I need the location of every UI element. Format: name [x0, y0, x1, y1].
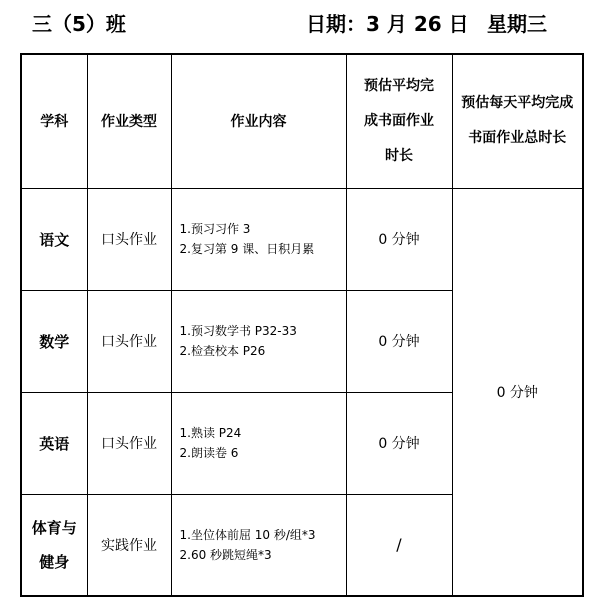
content-line: 2.60 秒跳短绳*3 [179, 547, 272, 562]
daily-total-cell: 0 分钟 [452, 188, 583, 596]
content-line: 2.复习第 9 课、日积月累 [179, 242, 315, 256]
type-cell: 口头作业 [87, 392, 171, 494]
header-subject: 学科 [21, 54, 87, 188]
page-header [0, 8, 603, 38]
class-name: 三（5）班 [32, 12, 126, 36]
type-cell: 口头作业 [87, 188, 171, 290]
time-cell: 0 分钟 [346, 290, 452, 392]
header-content: 作业内容 [171, 54, 346, 188]
content-line: 2.朗读卷 6 [179, 446, 239, 460]
type-cell: 实践作业 [87, 494, 171, 596]
subject-line: 健身 [39, 552, 70, 571]
table-row [21, 188, 583, 290]
type-cell: 口头作业 [87, 290, 171, 392]
subject-line: 语文 [39, 230, 70, 249]
weekday-label: 星期三 [487, 12, 547, 36]
subject-cell [21, 494, 87, 596]
subject-cell [21, 188, 87, 290]
time-cell: 0 分钟 [346, 188, 452, 290]
time-cell: / [346, 494, 452, 596]
content-line: 2.检查校本 P26 [179, 344, 266, 358]
content-line: 1.预习数学书 P32-33 [179, 324, 297, 338]
date-label: 日期：3 月 26 日 [306, 12, 469, 36]
subject-cell [21, 392, 87, 494]
header-daily-total-line-2: 书面作业总时长 [468, 130, 567, 147]
time-cell: 0 分钟 [346, 392, 452, 494]
table-header-row [21, 54, 583, 188]
header-avg-time-line-3: 时长 [385, 147, 413, 164]
subject-line: 英语 [39, 434, 70, 453]
subject-line: 数学 [39, 332, 70, 351]
homework-table [20, 53, 584, 597]
header-type: 作业类型 [87, 54, 171, 188]
header-daily-total-line-1: 预估每天平均完成 [461, 95, 574, 112]
content-cell [171, 188, 346, 290]
header-avg-time-line-2: 成书面作业 [364, 112, 434, 129]
header-avg-time [346, 54, 452, 188]
content-cell [171, 494, 346, 596]
header-daily-total [452, 54, 583, 188]
header-avg-time-line-1: 预估平均完 [364, 77, 434, 94]
content-cell [171, 290, 346, 392]
content-line: 1.熟读 P24 [179, 426, 242, 440]
subject-cell [21, 290, 87, 392]
content-line: 1.预习习作 3 [179, 222, 251, 236]
subject-line: 体育与 [31, 518, 77, 537]
content-cell [171, 392, 346, 494]
content-line: 1.坐位体前屈 10 秒/组*3 [179, 527, 316, 542]
